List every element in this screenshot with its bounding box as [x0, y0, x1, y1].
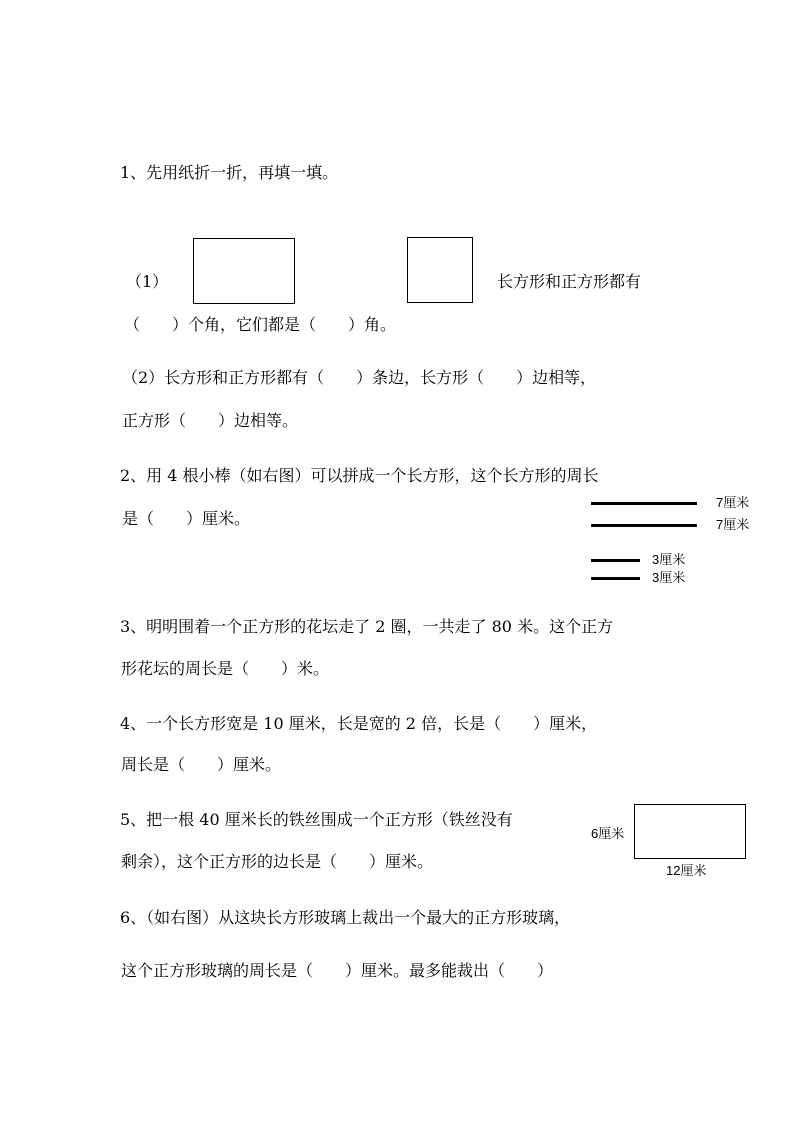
- stick-label-2: 7厘米: [716, 517, 750, 532]
- q1-part2-line2: 正方形（ ）边相等。: [122, 411, 299, 430]
- q1-part1-label: （1）: [126, 272, 169, 291]
- q4-line2: 周长是（ ）厘米。: [121, 755, 282, 774]
- q2-line1: 2、用 4 根小棒（如右图）可以拼成一个长方形，这个长方形的周长: [120, 466, 599, 485]
- q4-line1: 4、一个长方形宽是 10 厘米，长是宽的 2 倍，长是（ ）厘米，: [120, 714, 598, 733]
- stick-label-1: 7厘米: [716, 495, 750, 510]
- q6-line2: 这个正方形玻璃的周长是（ ）厘米。最多能裁出（ ）: [121, 961, 554, 980]
- stick-label-4: 3厘米: [652, 570, 686, 585]
- stick-label-3: 3厘米: [652, 552, 686, 567]
- q5-line2: 剩余），这个正方形的边长是（ ）厘米。: [121, 852, 434, 871]
- glass-width-label: 12厘米: [666, 863, 707, 878]
- q5-line1: 5、把一根 40 厘米长的铁丝围成一个正方形（铁丝没有: [120, 810, 513, 829]
- stick-7cm-a: [591, 502, 697, 505]
- q3-line1: 3、明明围着一个正方形的花坛走了 2 圈，一共走了 80 米。这个正方: [120, 617, 614, 636]
- stick-3cm-b: [591, 577, 640, 580]
- rectangle-figure: [193, 238, 295, 304]
- stick-3cm-a: [591, 559, 640, 562]
- square-figure: [407, 237, 473, 303]
- q1-part2-line1: （2）长方形和正方形都有（ ）条边，长方形（ ）边相等，: [122, 368, 597, 387]
- stick-7cm-b: [591, 524, 697, 527]
- q1-part1-text-next: （ ）个角，它们都是（ ）角。: [124, 315, 397, 334]
- glass-height-label: 6厘米: [591, 826, 625, 841]
- q1-title: 1、先用纸折一折，再填一填。: [120, 163, 339, 182]
- q1-part1-text-right: 长方形和正方形都有: [497, 272, 642, 291]
- glass-rectangle-figure: [634, 804, 746, 859]
- q2-line2: 是（ ）厘米。: [122, 509, 251, 528]
- q3-line2: 形花坛的周长是（ ）米。: [121, 659, 330, 678]
- q6-line1: 6、（如右图）从这块长方形玻璃上裁出一个最大的正方形玻璃，: [120, 908, 571, 927]
